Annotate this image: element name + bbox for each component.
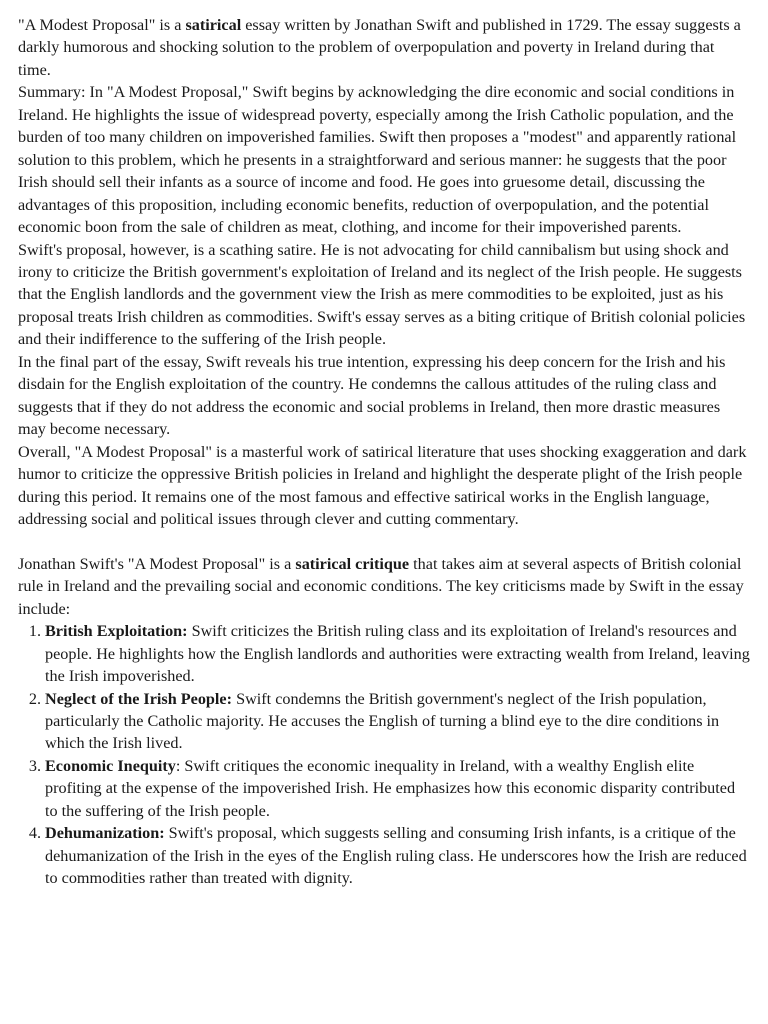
bold-text-run: satirical	[185, 16, 242, 34]
text-run: Overall, "A Modest Proposal" is a masterful work of satirical literature that uses shocking exaggeration and dark humor to criticize the oppressive British policies in Ireland and highlight the desperate plight of the Irish people during this period. It remains one of the most famous and effective satirical works in the English language, addressing social and political issues through clever and cutting commentary.	[18, 442, 747, 528]
bold-text-run: Neglect of the Irish People:	[45, 689, 233, 708]
summary-paragraph	[18, 441, 750, 531]
bold-text-run: Dehumanization:	[45, 824, 165, 843]
list-item-number: 4.	[28, 824, 41, 843]
list-item	[28, 620, 750, 687]
text-run: Swift criticizes the British ruling class and its exploitation of Ireland's resources and people. He highlights how the English landlords and authorities were extracting wealth from Ireland, leaving the Irish impoverished.	[45, 622, 750, 686]
criticisms-list	[18, 620, 750, 889]
summary-paragraph	[18, 351, 750, 441]
text-run: Jonathan Swift's "A Modest Proposal" is a	[18, 554, 296, 573]
text-run: that takes aim at several aspects of British colonial rule in Ireland and the prevailing social and economic conditions. The key criticisms made by Swift in the essay include:	[18, 554, 744, 618]
list-item	[28, 688, 750, 755]
text-run: "A Modest Proposal" is a	[18, 16, 186, 34]
list-item-number: 3.	[28, 756, 41, 775]
document-page	[18, 14, 750, 890]
list-item-number: 2.	[28, 689, 41, 708]
bold-text-run: Economic Inequity	[45, 756, 176, 775]
text-run: Swift's proposal, however, is a scathing satire. He is not advocating for child cannibalism but using shock and irony to criticize the British government's exploitation of Ireland and its neglect of the Irish people. He suggests that the English landlords and the government view the Irish as mere commodities to be exploited, just as his proposal treats Irish children as commodities. Swift's essay serves as a biting critique of British colonial policies and their indifference to the suffering of the Irish people.	[18, 240, 746, 349]
text-run: Summary: In "A Modest Proposal," Swift begins by acknowledging the dire economic and social conditions in Ireland. He highlights the issue of widespread poverty, especially among the Irish Catholic population, and the burden of too many children on impoverished families. Swift then proposes a "modest" and apparently rational solution to this problem, which he presents in a straightforward and serious manner: he suggests that the poor Irish should sell their infants as a source of income and food. He goes into gruesome detail, discussing the advantages of this proposition, including economic benefits, reduction of overpopulation, and the potential economic boon from the sale of children as meat, clothing, and income for their impoverished parents.	[18, 83, 737, 237]
bold-text-run: British Exploitation:	[45, 622, 188, 641]
section-gap	[18, 530, 750, 552]
list-item-number: 1.	[28, 622, 41, 641]
criticisms-intro-paragraph	[18, 553, 750, 620]
text-run: essay written by Jonathan Swift and published in 1729. The essay suggests a darkly humorous and shocking solution to the problem of overpopulation and poverty in Ireland during that time.	[18, 16, 741, 79]
summary-paragraph	[18, 14, 750, 81]
text-run: In the final part of the essay, Swift reveals his true intention, expressing his deep concern for the Irish and his disdain for the English exploitation of the country. He condemns the callous attitudes of the ruling class and suggests that if they do not address the economic and social problems in Ireland, then more drastic measures may become necessary.	[18, 352, 726, 439]
list-item	[28, 822, 750, 889]
text-run: Swift condemns the British government's neglect of the Irish population, particularly the Catholic majority. He accuses the English of turning a blind eye to the dire conditions in which the Irish lived.	[45, 689, 720, 753]
text-run: Swift's proposal, which suggests selling and consuming Irish infants, is a critique of the dehumanization of the Irish in the eyes of the English ruling class. He underscores how the Irish are reduced to commodities rather than treated with dignity.	[45, 824, 747, 888]
summary-paragraph	[18, 81, 750, 238]
summary-section	[18, 14, 750, 530]
summary-paragraph	[18, 239, 750, 351]
text-run: : Swift critiques the economic inequality in Ireland, with a wealthy English elite profiting at the expense of the impoverished Irish. He emphasizes how this economic disparity contributed to the suffering of the Irish people.	[45, 756, 736, 820]
list-item	[28, 755, 750, 822]
bold-text-run: satirical critique	[295, 554, 410, 573]
